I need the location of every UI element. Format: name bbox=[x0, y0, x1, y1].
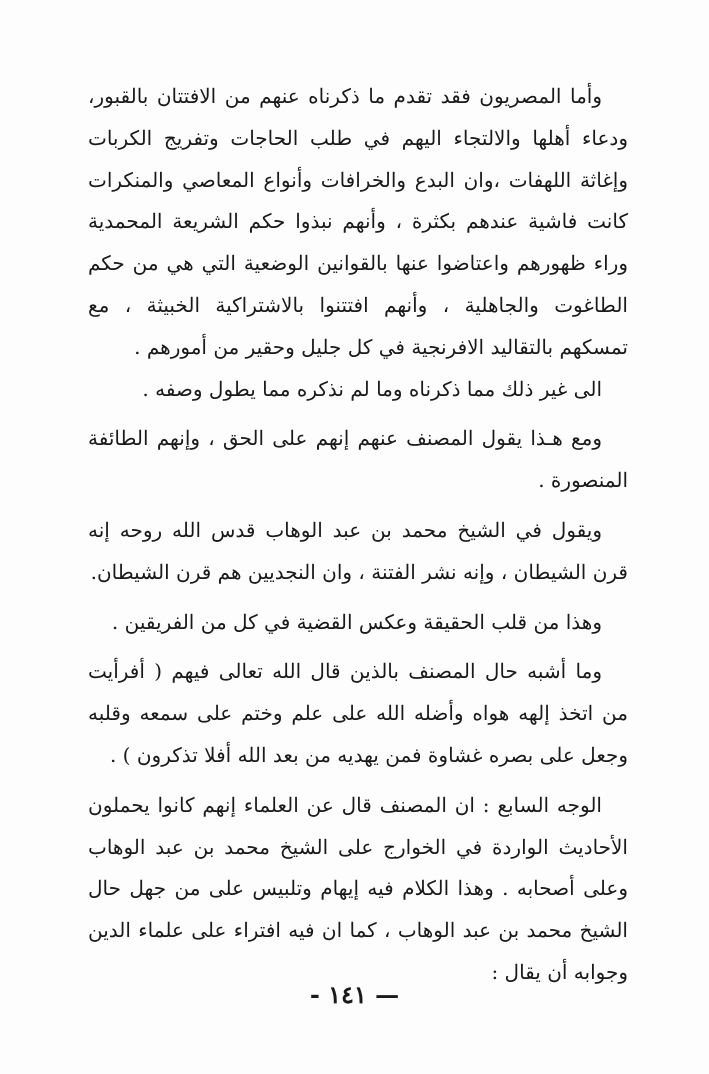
paragraph-other-matters: الى غير ذلك مما ذكرناه وما لم نذكره مما يطول وصفه . bbox=[142, 376, 602, 401]
page-number: — ١٤١ - bbox=[309, 980, 400, 1009]
paragraph-inversion: وهذا من قلب الحقيقة وعكس القضية في كل من الفريقين . bbox=[111, 609, 602, 634]
page-body bbox=[88, 76, 628, 994]
paragraph-seventh-aspect: الوجه السابع : ان المصنف قال عن العلماء إنهم كانوا يحملون الأحاديث الواردة في الخوارج على الشيخ محمد بن عبد الوهاب وعلى أصحابه . وهذا الكلام فيه إيهام وتلبيس على من جهل حال الشيخ محمد بن عبد الوهاب ، كما ان فيه افتراء على علماء الدين وجوابه أن يقال : bbox=[88, 792, 628, 984]
paragraph-sheikh-claim: ويقول في الشيخ محمد بن عبد الوهاب قدس الله روحه إنه قرن الشيطان ، وإنه نشر الفتنة ، وان النجديين هم قرن الشيطان. bbox=[88, 517, 628, 584]
paragraph-author-claim: ومع هـذا يقول المصنف عنهم إنهم على الحق ، وإنهم الطائفة المنصورة . bbox=[88, 426, 628, 493]
paragraph-quran-verse: وما أشبه حال المصنف بالذين قال الله تعالى فيهم ( أفرأيت من اتخذ إلهه هواه وأضله الله على علم وختم على سمعه وقلبه وجعل على بصره غشاوة فمن يهديه من بعد الله أفلا تذكرون ) . bbox=[88, 659, 628, 767]
paragraph-egyptians: وأما المصريون فقد تقدم ما ذكرناه عنهم من الافتتان بالقبور، ودعاء أهلها والالتجاء اليهم في طلب الحاجات وتفريج الكربات وإغاثة اللهفات ،وان البدع والخرافات وأنواع المعاصي والمنكرات كانت فاشية عندهم بكثرة ، وأنهم نبذوا حكم الشريعة المحمدية وراء ظهورهم واعتاضوا عنها بالقوانين الوضعية التي هي من حكم الطاغوت والجاهلية ، وأنهم افتتنوا بالاشتراكية الخبيثة ، مع تمسكهم بالتقاليد الافرنجية في كل جليل وحقير من أمورهم . bbox=[88, 84, 628, 359]
